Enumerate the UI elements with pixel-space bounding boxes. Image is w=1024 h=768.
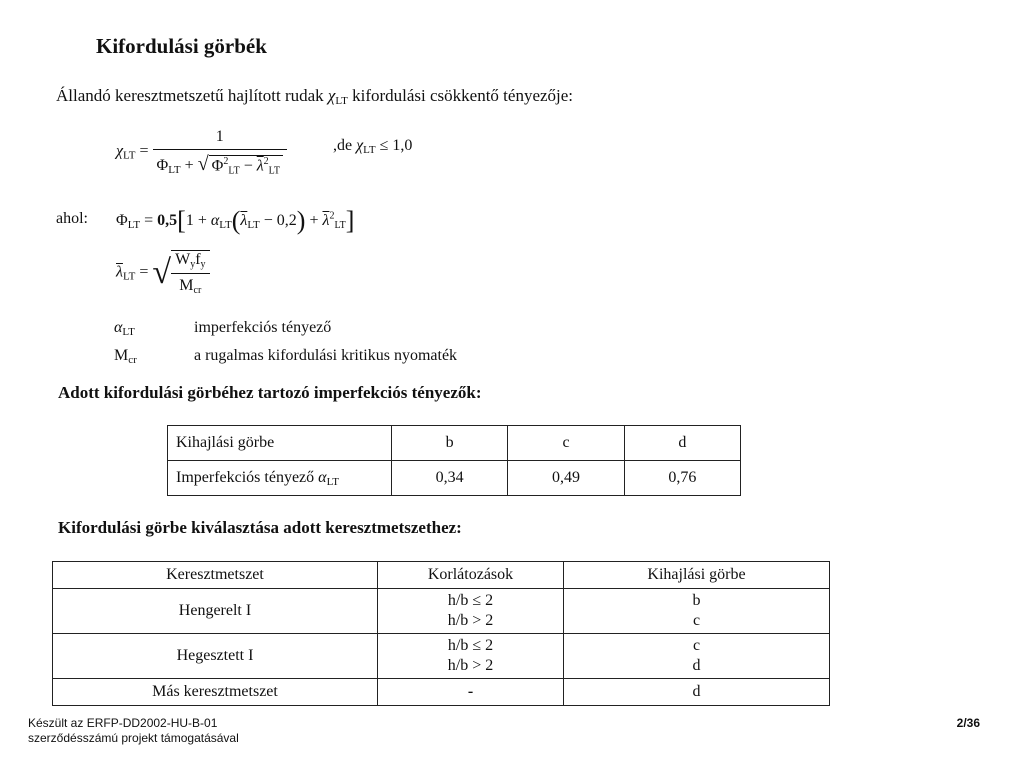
table-cell bbox=[168, 461, 392, 496]
definition-symbol bbox=[114, 342, 194, 370]
definition-row bbox=[114, 314, 457, 342]
intro-after: kifordulási csökkentő tényezője: bbox=[347, 86, 574, 105]
f1-fraction bbox=[153, 128, 287, 176]
table-header-cell: Kihajlási görbe bbox=[564, 562, 830, 589]
section-heading-imperfection: Adott kifordulási görbéhez tartozó imperfekciós tényezők: bbox=[58, 383, 482, 402]
definition-text: a rugalmas kifordulási kritikus nyomaték bbox=[194, 347, 458, 364]
table-cell: Más keresztmetszet bbox=[53, 679, 378, 706]
f1-equals: = bbox=[139, 142, 149, 160]
f2-minus-02: − 0,2 bbox=[259, 212, 297, 229]
table-header-cell: Keresztmetszet bbox=[53, 562, 378, 589]
sqrt-icon: √ bbox=[197, 153, 209, 175]
table-cell: c bbox=[508, 426, 624, 461]
f2-lambda-sub: LT bbox=[247, 219, 260, 231]
table-cell bbox=[564, 634, 830, 679]
def-alpha-sub: LT bbox=[122, 325, 135, 338]
f2-lhs-sub: LT bbox=[127, 219, 141, 231]
definitions-list bbox=[114, 314, 457, 370]
cond-sub: LT bbox=[363, 144, 376, 156]
f1-sqrt-phi: Φ bbox=[211, 157, 224, 174]
f3-w: W bbox=[175, 251, 191, 268]
f1-sqrt-phi-sup: 2 bbox=[223, 155, 229, 167]
limit-line: h/b ≤ 2 bbox=[447, 637, 494, 654]
f2-coef: 0,5 bbox=[157, 212, 178, 229]
table-cell: b bbox=[392, 426, 508, 461]
ahol-label: ahol: bbox=[56, 210, 88, 227]
footer-credit bbox=[28, 716, 239, 746]
curve-line: d bbox=[692, 657, 701, 674]
imperfection-table bbox=[167, 425, 741, 496]
f2-paren-open: ( bbox=[231, 206, 241, 235]
lambda-lt-formula bbox=[116, 250, 210, 296]
table-cell: 0,49 bbox=[508, 461, 624, 496]
curve-line: b bbox=[692, 592, 701, 609]
limit-line: h/b ≤ 2 bbox=[447, 592, 494, 609]
f1-den-phi: Φ bbox=[156, 157, 169, 174]
f1-den-phi-sub: LT bbox=[168, 164, 181, 176]
page-number: 2/36 bbox=[956, 716, 980, 730]
definition-row bbox=[114, 342, 457, 370]
intro-before: Állandó keresztmetszetű hajlított rudak bbox=[56, 86, 328, 105]
def-m-sub: cr bbox=[128, 353, 137, 366]
limit-line: h/b > 2 bbox=[447, 657, 494, 674]
cond-chi: χ bbox=[356, 137, 364, 154]
alpha-subscript: LT bbox=[326, 475, 339, 488]
chi-symbol: χ bbox=[327, 86, 336, 105]
f2-lambda2: $\overline{\lambda}$ bbox=[322, 212, 330, 229]
table-cell bbox=[378, 589, 564, 634]
table-cell: d bbox=[624, 426, 740, 461]
footer-line-2: szerződésszámú projekt támogatásával bbox=[28, 731, 239, 745]
f2-lambda2-sup: 2 bbox=[329, 210, 335, 222]
f2-close: ] bbox=[345, 206, 355, 235]
def-m: M bbox=[114, 346, 129, 364]
table-cell: Hegesztett I bbox=[53, 634, 378, 679]
alpha-symbol: α bbox=[318, 468, 327, 486]
f3-w-sub: y bbox=[190, 259, 196, 270]
f2-one-plus: 1 + bbox=[185, 212, 211, 229]
table-cell: - bbox=[378, 679, 564, 706]
f2-lambda: $\overline{\lambda}$ bbox=[240, 212, 248, 229]
chi-lt-formula bbox=[116, 128, 287, 176]
page-title: Kifordulási görbék bbox=[96, 34, 267, 58]
f2-paren-close: ) bbox=[296, 206, 306, 235]
sqrt-icon: √ bbox=[152, 254, 172, 291]
f3-m-sub: cr bbox=[193, 285, 202, 296]
f1-sqrt-minus: − bbox=[243, 157, 253, 174]
table-header-row bbox=[53, 562, 830, 589]
table-cell: Hengerelt I bbox=[53, 589, 378, 634]
table-header-cell: Korlátozások bbox=[378, 562, 564, 589]
f2-alpha-sub: LT bbox=[219, 219, 232, 231]
curve-line: c bbox=[692, 612, 701, 629]
table-cell bbox=[378, 634, 564, 679]
f2-plus: + bbox=[305, 212, 323, 229]
f3-fraction bbox=[171, 250, 209, 296]
f1-numerator: 1 bbox=[153, 128, 287, 150]
cond-prefix: ,de bbox=[333, 137, 357, 154]
table-row bbox=[168, 426, 741, 461]
table-row bbox=[168, 461, 741, 496]
f2-alpha: α bbox=[210, 212, 220, 229]
f2-equals: = bbox=[144, 212, 154, 229]
imperfection-label: Imperfekciós tényező bbox=[176, 468, 319, 486]
f1-lambda: $\overline{\lambda}$ bbox=[256, 157, 264, 174]
f3-numerator bbox=[171, 251, 209, 274]
f2-lhs: Φ bbox=[116, 212, 128, 229]
table-cell: 0,34 bbox=[392, 461, 508, 496]
chi-subscript: LT bbox=[335, 95, 348, 107]
intro-text bbox=[56, 86, 573, 107]
f3-f-sub: y bbox=[200, 259, 206, 270]
cond-rest: ≤ 1,0 bbox=[375, 137, 413, 154]
table-row bbox=[53, 589, 830, 634]
table-cell bbox=[564, 589, 830, 634]
curve-line: c bbox=[692, 637, 701, 654]
table-cell: Kihajlási görbe bbox=[168, 426, 392, 461]
f1-sqrt-phi-sub: LT bbox=[228, 165, 240, 176]
f2-open: [ bbox=[177, 206, 186, 235]
f1-denominator bbox=[153, 150, 287, 176]
f3-lhs-sub: LT bbox=[122, 270, 136, 283]
f1-lambda-sub: LT bbox=[268, 165, 280, 176]
table-cell: d bbox=[564, 679, 830, 706]
table-row bbox=[53, 634, 830, 679]
chi-lt-condition bbox=[333, 137, 412, 156]
phi-lt-formula bbox=[116, 206, 354, 236]
f1-sqrt-body bbox=[209, 155, 283, 176]
f1-lambda-sup: 2 bbox=[263, 155, 269, 167]
table-cell: 0,76 bbox=[624, 461, 740, 496]
f3-lhs: $\overline{\lambda}$ bbox=[116, 263, 123, 281]
definition-text: imperfekciós tényező bbox=[194, 319, 332, 336]
section-heading-selection: Kifordulási görbe kiválasztása adott keresztmetszethez: bbox=[58, 518, 462, 537]
f3-f: f bbox=[195, 251, 201, 268]
limit-line: h/b > 2 bbox=[447, 612, 494, 629]
f3-denominator bbox=[171, 274, 209, 296]
f1-lhs: χ bbox=[116, 142, 124, 160]
f1-den-plus: + bbox=[184, 157, 194, 174]
table-row bbox=[53, 679, 830, 706]
footer-line-1: Készült az ERFP-DD2002-HU-B-01 bbox=[28, 716, 218, 730]
f3-m: M bbox=[179, 277, 194, 294]
f1-lhs-sub: LT bbox=[123, 149, 136, 162]
curve-selection-table bbox=[52, 561, 830, 706]
f3-equals: = bbox=[139, 263, 149, 281]
f2-lambda2-sub: LT bbox=[334, 220, 346, 231]
def-alpha: α bbox=[114, 318, 123, 336]
definition-symbol bbox=[114, 314, 194, 342]
